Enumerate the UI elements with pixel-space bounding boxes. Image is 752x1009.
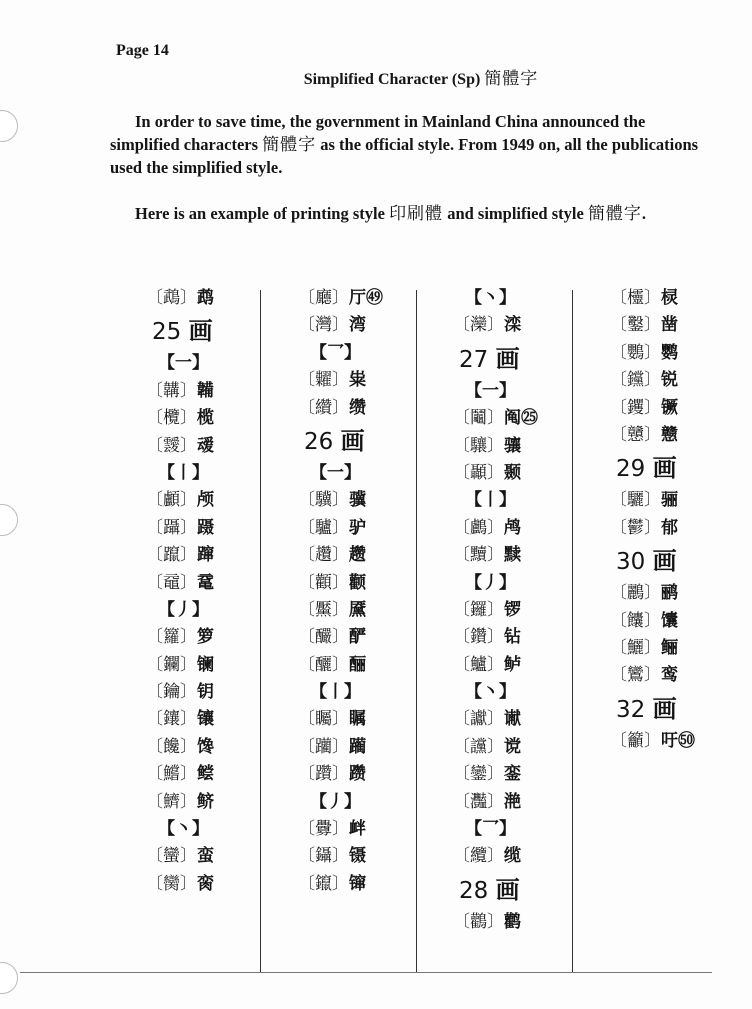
traditional-character: 〔籮〕 [146, 627, 197, 648]
character-entry [146, 378, 214, 405]
character-entry [298, 487, 383, 514]
traditional-character: 〔欖〕 [146, 408, 197, 429]
character-entry [453, 515, 538, 542]
traditional-character: 〔黿〕 [146, 572, 197, 593]
character-entry [453, 843, 538, 870]
traditional-character: 〔矚〕 [298, 709, 349, 730]
stroke-count-header [610, 690, 695, 728]
traditional-character: 〔趲〕 [298, 545, 349, 566]
traditional-character: 〔鑽〕 [453, 627, 504, 648]
traditional-character: 〔韝〕 [146, 380, 197, 401]
traditional-character: 〔鬮〕 [453, 408, 504, 429]
simplified-character: 趱 [349, 545, 366, 566]
traditional-character: 〔鑿〕 [610, 315, 661, 336]
example-chinese-2: 簡體字 [587, 204, 642, 223]
traditional-character: 〔釃〕 [298, 654, 349, 675]
character-entry [146, 843, 214, 870]
traditional-character: 〔糶〕 [298, 370, 349, 391]
traditional-character: 〔鑰〕 [146, 682, 197, 703]
simplified-character: 凿 [661, 315, 678, 336]
character-column-2 [298, 285, 383, 898]
character-entry [146, 679, 214, 706]
simplified-character: 蹿 [197, 545, 214, 566]
simplified-character: 谳 [504, 709, 521, 730]
traditional-character: 〔戇〕 [610, 424, 661, 445]
simplified-character: 蛮 [197, 846, 214, 867]
character-entry [610, 312, 695, 339]
stroke-count-header [610, 542, 695, 580]
character-entry [298, 312, 383, 339]
stroke-group-header: 【丿】 [465, 572, 516, 593]
character-entry [453, 761, 538, 788]
character-entry [298, 395, 383, 422]
simplified-character: 缆 [504, 846, 521, 867]
simplified-character: 衅 [349, 819, 366, 840]
traditional-character: 〔籲〕 [610, 730, 661, 751]
traditional-character: 〔欞〕 [610, 288, 661, 308]
character-entry [146, 624, 214, 651]
intro-chinese: 簡體字 [262, 135, 317, 154]
stroke-count-number: 29 [616, 456, 646, 483]
traditional-character: 〔饢〕 [610, 610, 661, 631]
intro-text-1: In order to save time, the government in Mainland China announced the simplified characters [110, 112, 646, 154]
simplified-character: 馕 [661, 610, 678, 631]
traditional-character: 〔鸚〕 [610, 342, 661, 363]
simplified-character: 馋 [197, 736, 214, 757]
stroke-count-number: 28 [459, 877, 489, 904]
simplified-character: 鹳 [504, 911, 521, 932]
character-entry [146, 570, 214, 597]
page-title [0, 64, 752, 89]
character-entry [610, 635, 695, 662]
character-entry [146, 285, 214, 312]
traditional-character: 〔驢〕 [298, 517, 349, 538]
character-entry [610, 340, 695, 367]
simplified-character: 镶 [197, 709, 214, 730]
binder-hole [0, 110, 18, 142]
character-entry [453, 734, 538, 761]
simplified-character: 酾 [349, 654, 366, 675]
traditional-character: 〔鬱〕 [610, 517, 661, 538]
character-entry [298, 542, 383, 569]
simplified-character: 驴 [349, 517, 366, 538]
stroke-count-unit: 画 [652, 694, 677, 723]
traditional-character: 〔纘〕 [298, 397, 349, 418]
character-entry [610, 395, 695, 422]
simplified-character: 颞 [504, 462, 521, 483]
simplified-character: 叆 [197, 435, 214, 456]
simplified-character: 黩 [504, 545, 521, 566]
traditional-character: 〔鑾〕 [453, 764, 504, 785]
traditional-character: 〔灣〕 [298, 315, 349, 336]
stroke-count-header [298, 422, 383, 460]
simplified-character: 蹑 [197, 517, 214, 538]
traditional-character: 〔蠻〕 [146, 846, 197, 867]
character-column-3 [453, 285, 538, 936]
stroke-group-header: 【丶】 [465, 288, 516, 308]
traditional-character: 〔靉〕 [146, 435, 197, 456]
column-divider [416, 290, 417, 972]
title-text: Simplified Character (Sp) [303, 71, 481, 88]
character-entry [298, 652, 383, 679]
character-entry [453, 624, 538, 651]
character-entry [610, 422, 695, 449]
simplified-character: 镧 [197, 654, 214, 675]
intro-text-2: as the official style. From 1949 on, all the publications used the simplified style. [110, 135, 699, 177]
character-entry [146, 433, 214, 460]
character-entry [610, 515, 695, 542]
traditional-character: 〔廳〕 [298, 288, 349, 308]
traditional-character: 〔驤〕 [453, 435, 504, 456]
stroke-group-header: 【一】 [465, 380, 516, 401]
character-entry [610, 285, 695, 312]
stroke-group-header: 【丿】 [310, 791, 361, 812]
simplified-character: 黡 [349, 599, 366, 620]
stroke-group-header: 【丨】 [310, 682, 361, 703]
simplified-character: 箩 [197, 627, 214, 648]
character-entry [146, 487, 214, 514]
traditional-character: 〔鑲〕 [146, 709, 197, 730]
simplified-character: 颅 [197, 490, 214, 511]
character-entry [298, 734, 383, 761]
traditional-character: 〔躥〕 [146, 545, 197, 566]
character-entry [298, 285, 383, 312]
simplified-character: 鸬 [504, 517, 521, 538]
traditional-character: 〔鸞〕 [610, 665, 661, 686]
example-text-3: . [641, 204, 647, 223]
traditional-character: 〔驥〕 [298, 490, 349, 511]
simplified-character: 钻 [504, 627, 521, 648]
character-entry [298, 515, 383, 542]
example-text-2: and simplified style [443, 204, 588, 223]
simplified-character: 钥 [197, 682, 214, 703]
simplified-character: 谠 [504, 736, 521, 757]
traditional-character: 〔饞〕 [146, 736, 197, 757]
character-entry [610, 367, 695, 394]
traditional-character: 〔鵡〕 [146, 288, 197, 308]
page-number: Page 14 [116, 42, 169, 59]
example-text-1: Here is an example of printing style [135, 204, 390, 223]
simplified-character: 滟 [504, 791, 521, 812]
character-column-1 [146, 285, 214, 898]
character-entry [298, 367, 383, 394]
stroke-group-header: 【丿】 [158, 599, 209, 620]
traditional-character: 〔鑹〕 [298, 873, 349, 894]
character-entry [453, 909, 538, 936]
stroke-group-header: 【一】 [310, 462, 361, 483]
traditional-character: 〔釅〕 [298, 627, 349, 648]
simplified-character: 吁㊿ [661, 730, 695, 751]
traditional-character: 〔黷〕 [453, 545, 504, 566]
stroke-group-header: 【乛】 [465, 819, 516, 840]
traditional-character: 〔鸕〕 [453, 517, 504, 538]
simplified-character: 戆 [661, 424, 678, 445]
traditional-character: 〔纜〕 [453, 846, 504, 867]
traditional-character: 〔鸝〕 [610, 583, 661, 604]
stroke-count-unit: 画 [495, 344, 520, 373]
stroke-count-number: 25 [152, 319, 182, 346]
character-entry [298, 871, 383, 898]
simplified-character: 锐 [661, 370, 678, 391]
simplified-character: 鲚 [197, 791, 214, 812]
simplified-character: 躜 [349, 764, 366, 785]
character-entry [453, 460, 538, 487]
traditional-character: 〔鱺〕 [610, 637, 661, 658]
simplified-character: 镩 [349, 873, 366, 894]
traditional-character: 〔躪〕 [298, 736, 349, 757]
stroke-group-header: 【丨】 [465, 490, 516, 511]
column-divider [260, 290, 261, 972]
traditional-character: 〔臠〕 [146, 873, 197, 894]
simplified-character: 酽 [349, 627, 366, 648]
traditional-character: 〔钂〕 [610, 370, 661, 391]
stroke-count-unit: 画 [188, 317, 213, 346]
simplified-character: 厅㊾ [349, 288, 383, 308]
stroke-count-unit: 画 [652, 454, 677, 483]
simplified-character: 銮 [504, 764, 521, 785]
simplified-character: 鲡 [661, 637, 678, 658]
character-entry [610, 580, 695, 607]
simplified-character: 韛 [197, 380, 214, 401]
traditional-character: 〔鱨〕 [146, 764, 197, 785]
character-entry [453, 789, 538, 816]
character-entry [146, 652, 214, 679]
stroke-group-header: 【乛】 [310, 342, 361, 363]
character-entry [146, 871, 214, 898]
traditional-character: 〔鑷〕 [298, 846, 349, 867]
character-entry [453, 597, 538, 624]
simplified-character: 骧 [504, 435, 521, 456]
simplified-character: 颧 [349, 572, 366, 593]
stroke-count-header [610, 449, 695, 487]
traditional-character: 〔顴〕 [298, 572, 349, 593]
simplified-character: 鹂 [661, 583, 678, 604]
character-entry [298, 624, 383, 651]
traditional-character: 〔鑼〕 [453, 599, 504, 620]
character-entry [146, 515, 214, 542]
character-entry [453, 405, 538, 432]
character-entry [146, 789, 214, 816]
traditional-character: 〔顳〕 [453, 462, 504, 483]
character-entry [146, 542, 214, 569]
character-entry [453, 542, 538, 569]
simplified-character: 鲿 [197, 764, 214, 785]
traditional-character: 〔鱭〕 [146, 791, 197, 812]
simplified-character: 躏 [349, 736, 366, 757]
traditional-character: 〔驪〕 [610, 490, 661, 511]
stroke-group-header: 【一】 [158, 353, 209, 374]
stroke-count-header [453, 340, 538, 378]
column-divider [572, 290, 573, 972]
binder-hole [0, 504, 18, 536]
character-entry [298, 570, 383, 597]
character-entry [453, 706, 538, 733]
character-entry [453, 312, 538, 339]
traditional-character: 〔躦〕 [298, 764, 349, 785]
character-entry [610, 728, 695, 755]
character-entry [298, 761, 383, 788]
simplified-character: 脔 [197, 873, 214, 894]
simplified-character: 缵 [349, 397, 366, 418]
simplified-character: 湾 [349, 315, 366, 336]
character-entry [298, 597, 383, 624]
traditional-character: 〔釁〕 [298, 819, 349, 840]
simplified-character: 骥 [349, 490, 366, 511]
traditional-character: 〔鸛〕 [453, 911, 504, 932]
stroke-count-header [453, 871, 538, 909]
stroke-count-unit: 画 [340, 426, 365, 455]
simplified-character: 鹉 [197, 288, 214, 308]
character-entry [453, 652, 538, 679]
simplified-character: 鹦 [661, 342, 678, 363]
character-entry [146, 405, 214, 432]
example-chinese-1: 印刷體 [389, 204, 444, 223]
character-entry [453, 433, 538, 460]
example-paragraph [110, 202, 710, 225]
character-entry [146, 706, 214, 733]
simplified-character: 棂 [661, 288, 678, 308]
simplified-character: 镢 [661, 397, 678, 418]
stroke-group-header: 【丶】 [465, 682, 516, 703]
simplified-character: 滦 [504, 315, 521, 336]
character-entry [298, 816, 383, 843]
character-column-4 [610, 285, 695, 755]
character-entry [146, 761, 214, 788]
traditional-character: 〔灤〕 [453, 315, 504, 336]
binder-hole [0, 962, 18, 994]
traditional-character: 〔讞〕 [453, 709, 504, 730]
bottom-rule [20, 972, 712, 973]
simplified-character: 阄㉕ [504, 408, 538, 429]
character-entry [610, 662, 695, 689]
character-entry [298, 843, 383, 870]
simplified-character: 瞩 [349, 709, 366, 730]
stroke-count-number: 27 [459, 346, 489, 373]
traditional-character: 〔黶〕 [298, 599, 349, 620]
simplified-character: 粜 [349, 370, 366, 391]
character-entry [610, 487, 695, 514]
simplified-character: 锣 [504, 599, 521, 620]
character-entry [146, 734, 214, 761]
simplified-character: 鲈 [504, 654, 521, 675]
traditional-character: 〔讜〕 [453, 736, 504, 757]
stroke-count-number: 26 [304, 428, 334, 455]
simplified-character: 骊 [661, 490, 678, 511]
stroke-count-header [146, 312, 214, 350]
simplified-character: 镊 [349, 846, 366, 867]
character-entry [610, 608, 695, 635]
simplified-character: 鸾 [661, 665, 678, 686]
simplified-character: 榄 [197, 408, 214, 429]
simplified-character: 郁 [661, 517, 678, 538]
character-entry [298, 706, 383, 733]
traditional-character: 〔灩〕 [453, 791, 504, 812]
traditional-character: 〔顱〕 [146, 490, 197, 511]
stroke-count-number: 32 [616, 696, 646, 723]
title-chinese: 簡體字 [484, 69, 539, 88]
stroke-group-header: 【丨】 [158, 462, 209, 483]
traditional-character: 〔钁〕 [610, 397, 661, 418]
intro-paragraph [110, 110, 710, 179]
stroke-count-number: 30 [616, 549, 646, 576]
simplified-character: 鼋 [197, 572, 214, 593]
stroke-group-header: 【丶】 [158, 819, 209, 840]
stroke-count-unit: 画 [495, 875, 520, 904]
traditional-character: 〔鑭〕 [146, 654, 197, 675]
stroke-count-unit: 画 [652, 547, 677, 576]
traditional-character: 〔鱸〕 [453, 654, 504, 675]
traditional-character: 〔躡〕 [146, 517, 197, 538]
